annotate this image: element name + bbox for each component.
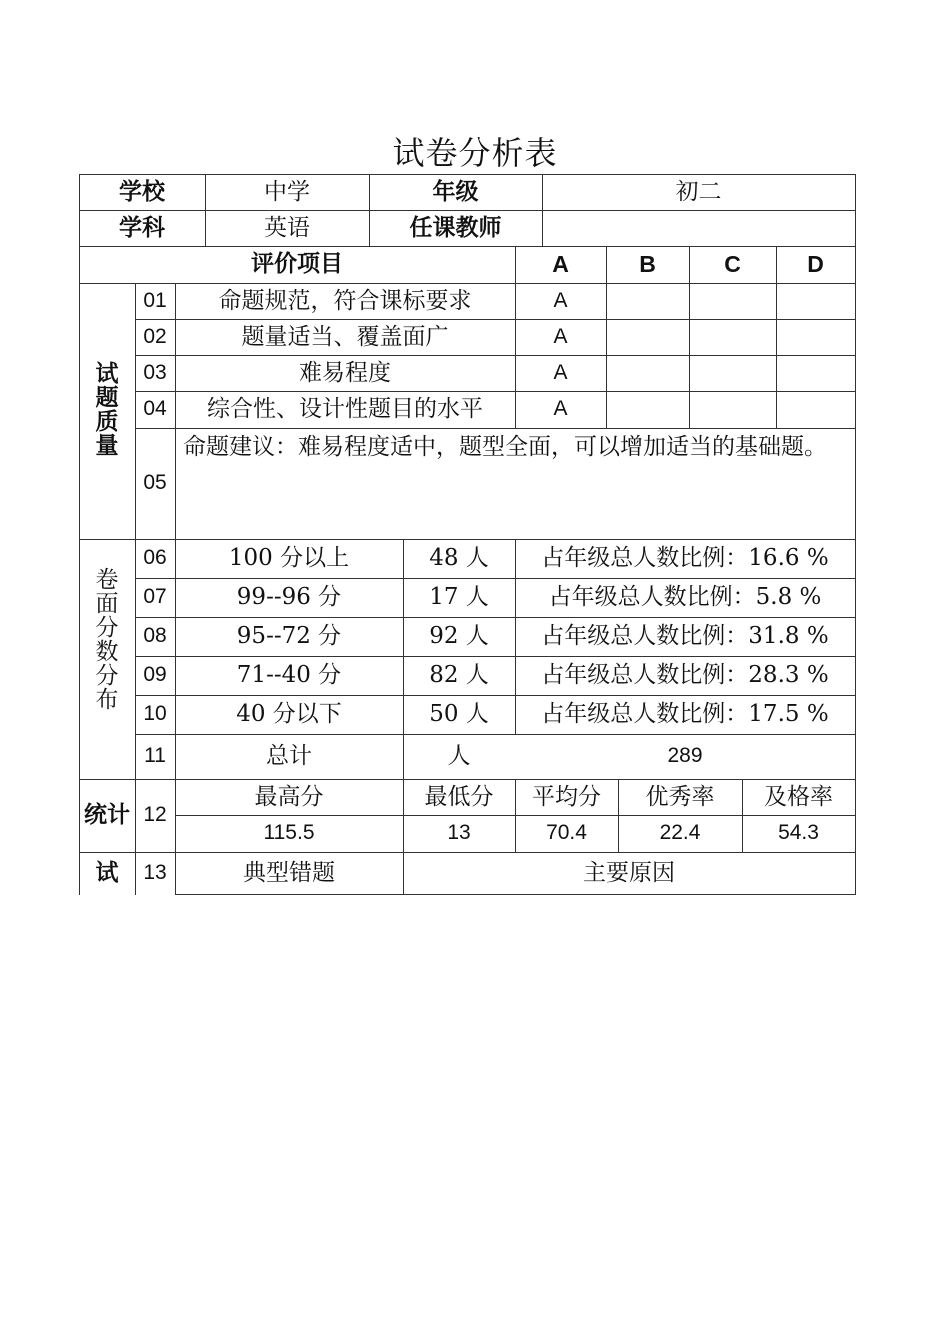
grade-ratio: 占年级总人数比例：31.8 % xyxy=(541,623,829,650)
row-number: 07 xyxy=(143,585,167,609)
student-count: 82 人 xyxy=(429,662,489,689)
total-label: 总计 xyxy=(266,743,312,770)
distribution-section-label: 卷 面 分 数 分 布 xyxy=(95,567,119,713)
row-number: 13 xyxy=(143,861,167,885)
row-number: 01 xyxy=(143,288,167,312)
total-unit: 人 xyxy=(447,743,471,770)
teacher-value xyxy=(542,210,855,246)
stat-header-excellent: 优秀率 xyxy=(645,783,715,810)
row-number: 10 xyxy=(143,702,167,726)
row-number: 04 xyxy=(143,397,167,421)
grade-ratio: 占年级总人数比例：16.6 % xyxy=(541,545,829,572)
page-title: 试卷分析表 xyxy=(392,134,558,172)
grade-c-header: C xyxy=(724,251,741,278)
stat-header-pass: 及格率 xyxy=(764,783,833,810)
grade-label: 年级 xyxy=(432,178,479,205)
quality-rating: A xyxy=(553,288,568,312)
row-number: 03 xyxy=(143,360,167,384)
row-number: 11 xyxy=(144,744,166,768)
row-number: 09 xyxy=(143,663,167,687)
student-count: 17 人 xyxy=(429,584,489,611)
quality-item: 综合性、设计性题目的水平 xyxy=(207,396,483,423)
grade-value: 初二 xyxy=(675,178,722,205)
score-range: 100 分以上 xyxy=(228,545,350,572)
quality-item: 题量适当、覆盖面广 xyxy=(241,323,449,350)
subject-value: 英语 xyxy=(264,214,310,241)
grade-ratio: 占年级总人数比例：5.8 % xyxy=(548,584,822,611)
grade-b-header: B xyxy=(639,251,656,278)
student-count: 50 人 xyxy=(429,701,489,728)
stats-section-label: 统计 xyxy=(84,802,130,829)
quality-section-label: 试 题 质 量 xyxy=(95,361,119,459)
school-value: 中学 xyxy=(264,178,310,205)
school-label: 学校 xyxy=(119,178,165,205)
stat-value-min: 13 xyxy=(447,821,471,845)
student-count: 48 人 xyxy=(429,545,489,572)
student-count: 92 人 xyxy=(429,623,489,650)
stat-header-max: 最高分 xyxy=(254,783,324,810)
row-number: 12 xyxy=(143,803,167,827)
score-range: 71--40 分 xyxy=(236,662,342,689)
stat-header-avg: 平均分 xyxy=(532,783,601,810)
stat-header-min: 最低分 xyxy=(424,783,494,810)
errors-section-label: 试 xyxy=(95,860,119,887)
grade-a-header: A xyxy=(552,251,569,278)
grade-ratio: 占年级总人数比例：28.3 % xyxy=(541,662,829,689)
stat-value-max: 115.5 xyxy=(263,821,315,845)
teacher-label: 任课教师 xyxy=(409,214,502,241)
grade-d-header: D xyxy=(807,251,824,278)
row-number: 05 xyxy=(143,471,167,495)
question-suggestion: 命题建议：难易程度适中，题型全面，可以增加适当的基础题。 xyxy=(183,434,827,460)
subject-label: 学科 xyxy=(119,214,165,241)
row-number: 08 xyxy=(143,624,167,648)
stat-value-pass: 54.3 xyxy=(778,821,819,845)
quality-rating: A xyxy=(553,324,568,348)
eval-item-header: 评价项目 xyxy=(251,251,343,278)
row-number: 02 xyxy=(143,324,167,348)
stat-value-avg: 70.4 xyxy=(546,821,587,845)
quality-item: 命题规范，符合课标要求 xyxy=(218,287,472,314)
main-reason-header: 主要原因 xyxy=(583,860,675,887)
score-range: 99--96 分 xyxy=(236,584,342,611)
quality-rating: A xyxy=(553,360,568,384)
row-number: 06 xyxy=(143,546,167,570)
total-value: 289 xyxy=(667,744,703,768)
stat-value-excellent: 22.4 xyxy=(659,821,701,845)
score-range: 95--72 分 xyxy=(236,623,342,650)
score-range: 40 分以下 xyxy=(236,701,342,728)
typical-errors-header: 典型错题 xyxy=(243,860,335,887)
quality-item: 难易程度 xyxy=(299,359,391,386)
grade-ratio: 占年级总人数比例：17.5 % xyxy=(541,701,829,728)
quality-rating: A xyxy=(553,397,568,421)
